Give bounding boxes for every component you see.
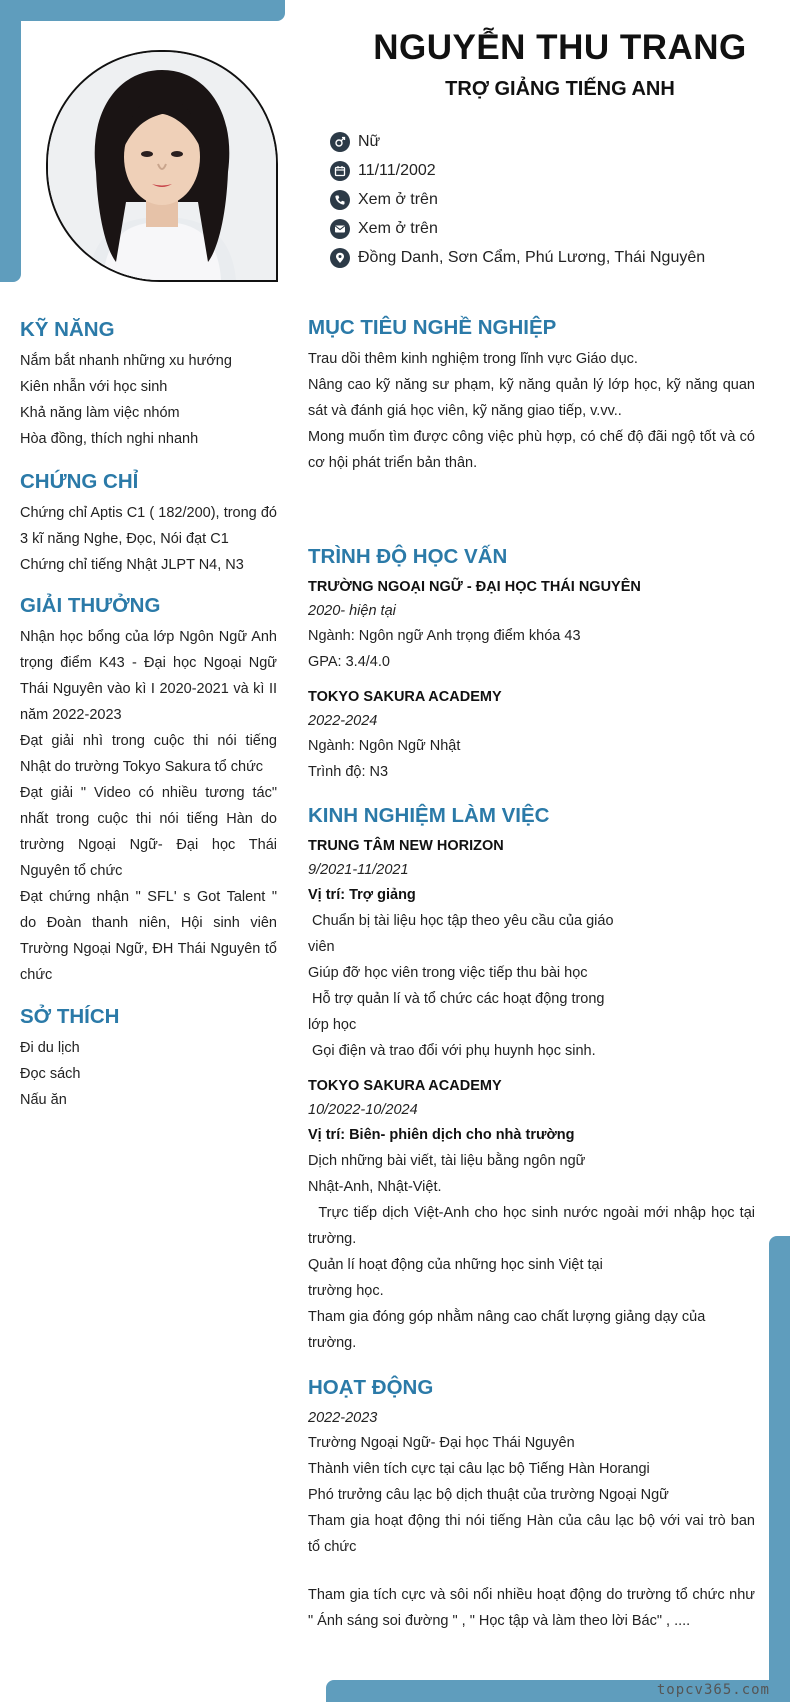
- contact-phone-text: Xem ở trên: [358, 190, 438, 208]
- experience-period: 10/2022-10/2024: [308, 1102, 418, 1118]
- gender-icon: [330, 132, 350, 152]
- candidate-name: NGUYỄN THU TRANG: [373, 28, 747, 67]
- award-item: Nhận học bổng của lớp Ngôn Ngữ Anh trọng điểm K43 - Đại học Ngoại Ngữ Thái Nguyên vào kì I 2020-2021 và kì II năm 2022-2023: [20, 629, 277, 723]
- decor-bar-right: [769, 1236, 790, 1702]
- hobby-item: Nấu ăn: [20, 1092, 67, 1108]
- education-detail: Ngành: Ngôn ngữ Anh trọng điểm khóa 43: [308, 628, 581, 644]
- activities-heading: HOẠT ĐỘNG: [308, 1376, 434, 1399]
- experience-position: Vị trí: Trợ giảng: [308, 887, 416, 903]
- certificate-item: Chứng chỉ tiếng Nhật JLPT N4, N3: [20, 557, 244, 573]
- decor-bar-top: [0, 0, 285, 21]
- education-period: 2020- hiện tại: [308, 603, 396, 619]
- contact-email: [330, 214, 705, 243]
- skill-item: Khả năng làm việc nhóm: [20, 405, 180, 421]
- activity-item: Trường Ngoại Ngữ- Đại học Thái Nguyên: [308, 1435, 575, 1451]
- experience-section: [308, 802, 760, 1356]
- objective-line: Mong muốn tìm được công việc phù hợp, có chế độ đãi ngộ tốt và có cơ hội phát triển bản thân.: [308, 429, 755, 471]
- award-item: Đạt chứng nhận " SFL' s Got Talent " do Đoàn thanh niên, Hội sinh viên Trường Ngoại Ngữ, ĐH Thái Nguyên tổ chức: [20, 889, 277, 983]
- activities-section: [308, 1374, 755, 1634]
- contact-gender-text: Nữ: [358, 132, 381, 150]
- activity-item: Tham gia hoạt động thi nói tiếng Hàn của câu lạc bộ với vai trò ban tổ chức: [308, 1513, 755, 1555]
- objective-line: Trau dồi thêm kinh nghiệm trong lĩnh vực Giáo dục.: [308, 351, 638, 367]
- contact-address-text: Đồng Danh, Sơn Cẩm, Phú Lương, Thái Nguyên: [358, 248, 706, 266]
- skill-item: Kiên nhẫn với học sinh: [20, 379, 168, 395]
- award-item: Đạt giải " Video có nhiều tương tác" nhất trong cuộc thi nói tiếng Hàn do trường Ngoại Ngữ- Đại học Thái Nguyên tổ chức: [20, 785, 277, 879]
- activity-item: Thành viên tích cực tại câu lạc bộ Tiếng Hàn Horangi: [308, 1461, 650, 1477]
- calendar-icon: [330, 161, 350, 181]
- education-detail: Trình độ: N3: [308, 764, 389, 780]
- certificates-section: [20, 468, 277, 578]
- experience-company: TOKYO SAKURA ACADEMY: [308, 1078, 502, 1094]
- email-icon: [330, 219, 350, 239]
- education-section: [308, 543, 755, 785]
- certificate-item: Chứng chỉ Aptis C1 ( 182/200), trong đó 3 kĩ năng Nghe, Đọc, Nói đạt C1: [20, 505, 277, 547]
- contact-address: [330, 243, 705, 272]
- experience-position: Vị trí: Biên- phiên dịch cho nhà trường: [308, 1127, 575, 1143]
- job-title: TRỢ GIẢNG TIẾNG ANH: [445, 78, 675, 100]
- objective-line: Nâng cao kỹ năng sư phạm, kỹ năng quản lý lớp học, kỹ năng quan sát và đánh giá học viên, kỹ năng giao tiếp, v.vv..: [308, 377, 755, 419]
- education-heading: TRÌNH ĐỘ HỌC VẤN: [308, 545, 508, 568]
- skill-item: Nắm bắt nhanh những xu hướng: [20, 353, 232, 369]
- contact-birthday: [330, 156, 705, 185]
- portrait-illustration: [48, 52, 276, 280]
- skills-heading: KỸ NĂNG: [20, 318, 115, 341]
- experience-detail: trường học.: [308, 1283, 384, 1299]
- phone-icon: [330, 190, 350, 210]
- experience-detail: lớp học: [308, 1017, 357, 1033]
- hobby-item: Đọc sách: [20, 1066, 81, 1082]
- education-detail: GPA: 3.4/4.0: [308, 654, 390, 670]
- contact-phone: [330, 185, 705, 214]
- decor-bar-left: [0, 0, 21, 282]
- activity-item: Phó trưởng câu lạc bộ dịch thuật của trường Ngoại Ngữ: [308, 1487, 669, 1503]
- awards-section: [20, 592, 277, 988]
- experience-detail: Giúp đỡ học viên trong việc tiếp thu bài học: [308, 965, 588, 981]
- experience-detail: Quản lí hoạt động của những học sinh Việt tại: [308, 1257, 603, 1273]
- experience-detail: Gọi điện và trao đổi với phụ huynh học sinh.: [308, 1043, 596, 1059]
- awards-heading: GIẢI THƯỞNG: [20, 594, 161, 617]
- contact-gender: [330, 127, 705, 156]
- experience-detail: Hỗ trợ quản lí và tổ chức các hoạt động trong: [308, 991, 605, 1007]
- profile-photo: [46, 50, 278, 282]
- experience-company: TRUNG TÂM NEW HORIZON: [308, 838, 504, 854]
- hobbies-section: [20, 1003, 277, 1113]
- experience-detail: Dịch những bài viết, tài liệu bằng ngôn ngữ: [308, 1153, 586, 1169]
- contact-email-text: Xem ở trên: [358, 219, 438, 237]
- award-item: Đạt giải nhì trong cuộc thi nói tiếng Nhật do trường Tokyo Sakura tổ chức: [20, 733, 277, 775]
- education-period: 2022-2024: [308, 713, 378, 729]
- experience-detail: Chuẩn bị tài liệu học tập theo yêu cầu của giáo: [308, 913, 614, 929]
- objective-section: [308, 314, 755, 476]
- education-detail: Ngành: Ngôn Ngữ Nhật: [308, 738, 461, 754]
- skill-item: Hòa đồng, thích nghi nhanh: [20, 431, 199, 447]
- contact-birthday-text: 11/11/2002: [358, 161, 436, 179]
- location-icon: [330, 248, 350, 268]
- experience-detail: Trực tiếp dịch Việt-Anh cho học sinh nước ngoài mới nhập học tại trường.: [308, 1205, 760, 1247]
- experience-period: 9/2021-11/2021: [308, 862, 409, 878]
- education-school: TOKYO SAKURA ACADEMY: [308, 689, 502, 705]
- experience-detail: viên: [308, 939, 335, 955]
- hobby-item: Đi du lịch: [20, 1040, 80, 1056]
- experience-detail: Nhật-Anh, Nhật-Việt.: [308, 1179, 442, 1195]
- skills-section: [20, 316, 277, 452]
- watermark: topcv365.com: [656, 1682, 770, 1698]
- activity-extra: Tham gia tích cực và sôi nổi nhiều hoạt động do trường tổ chức như " Ánh sáng soi đường " , " Học tập và làm theo lời Bác" , ....: [308, 1587, 755, 1629]
- hobbies-heading: SỞ THÍCH: [20, 1005, 120, 1028]
- activities-period: 2022-2023: [308, 1410, 378, 1426]
- experience-heading: KINH NGHIỆM LÀM VIỆC: [308, 804, 550, 827]
- education-school: TRƯỜNG NGOẠI NGỮ - ĐẠI HỌC THÁI NGUYÊN: [308, 579, 641, 595]
- experience-detail: Tham gia đóng góp nhằm nâng cao chất lượng giảng dạy của trường.: [308, 1309, 706, 1351]
- objective-heading: MỤC TIÊU NGHỀ NGHIỆP: [308, 316, 557, 339]
- contact-info: [330, 127, 705, 272]
- certificates-heading: CHỨNG CHỈ: [20, 470, 139, 493]
